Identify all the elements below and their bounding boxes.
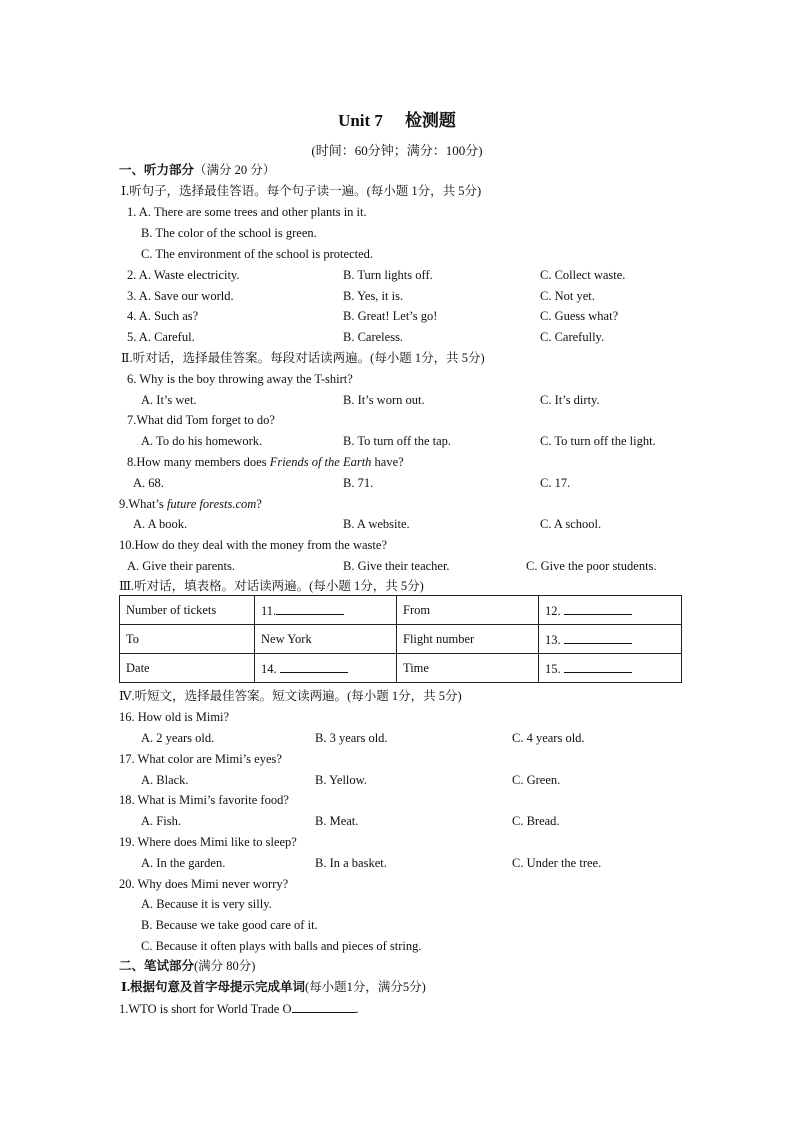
question-17-option-a: A. Black. <box>141 773 189 787</box>
question-9-stem-italic: future forests.com <box>166 497 257 511</box>
question-7-option-c: C. To turn off the light. <box>540 434 656 448</box>
answer-blank[interactable] <box>280 660 348 673</box>
question-19-option-a: A. In the garden. <box>141 856 226 870</box>
title-name: 检测题 <box>404 111 456 130</box>
question-9-option-a: A. A book. <box>133 517 188 531</box>
answer-blank[interactable] <box>564 631 632 644</box>
question-6-option-c: C. It’s dirty. <box>540 393 600 407</box>
question-8-stem-pre: 8.How many members does <box>127 455 270 469</box>
table-row <box>120 596 682 625</box>
table-row <box>120 654 682 683</box>
section-3-heading: Ⅲ.听对话，填表格。对话读两遍。(每小题 1分，共 5分) <box>119 579 424 593</box>
table-cell-label: Flight number <box>397 625 539 654</box>
table-cell-label: From <box>397 596 539 625</box>
exam-time-score: (时间：60分钟；满分：100分) <box>311 143 483 158</box>
question-7-stem: 7.What did Tom forget to do? <box>127 413 275 427</box>
title-unit: Unit 7 <box>338 111 383 130</box>
question-8-option-a: A. 68. <box>133 476 164 490</box>
question-20-option-a: A. Because it is very silly. <box>141 897 272 911</box>
question-5-option-a: 5. A. Careful. <box>127 330 195 344</box>
part1-heading <box>119 162 275 178</box>
part2-heading-text: 二、笔试部分 <box>119 959 195 973</box>
question-8-stem <box>127 454 404 470</box>
question-8-option-b: B. 71. <box>343 476 374 490</box>
question-10-option-a: A. Give their parents. <box>127 559 235 573</box>
question-10-option-b: B. Give their teacher. <box>343 559 450 573</box>
section-4-heading: Ⅳ.听短文，选择最佳答案。短文读两遍。(每小题 1分，共 5分) <box>119 689 462 703</box>
blank-number: 14. <box>261 661 277 676</box>
question-4-option-a: 4. A. Such as? <box>127 309 199 323</box>
table-cell-blank <box>255 596 397 625</box>
table-cell-blank <box>539 625 682 654</box>
question-6-option-b: B. It’s worn out. <box>343 393 425 407</box>
question-9-option-b: B. A website. <box>343 517 410 531</box>
table-cell-label: Number of tickets <box>120 596 255 625</box>
table-cell-blank <box>539 654 682 683</box>
question-1-option-c: C. The environment of the school is protected. <box>141 247 374 261</box>
section-1-heading: Ⅰ.听句子，选择最佳答语。每个句子读一遍。(每小题 1分，共 5分) <box>121 184 482 198</box>
question-19-option-b: B. In a basket. <box>315 856 387 870</box>
question-3-option-a: 3. A. Save our world. <box>127 289 234 303</box>
answer-blank[interactable] <box>564 602 632 615</box>
question-1-option-b: B. The color of the school is green. <box>141 226 317 240</box>
table-cell-label: Date <box>120 654 255 683</box>
question-4-option-b: B. Great! Let’s go! <box>343 309 438 323</box>
answer-blank[interactable] <box>292 1000 356 1013</box>
question-19-option-c: C. Under the tree. <box>512 856 602 870</box>
question-9-stem-pre: 9.What’s <box>119 497 167 511</box>
question-17-option-b: B. Yellow. <box>315 773 367 787</box>
table-cell-label: To <box>120 625 255 654</box>
question-16-option-a: A. 2 years old. <box>141 731 215 745</box>
question-20-option-c: C. Because it often plays with balls and pieces of string. <box>141 939 422 953</box>
table-cell-blank <box>539 596 682 625</box>
question-4-option-c: C. Guess what? <box>540 309 619 323</box>
question-2-option-c: C. Collect waste. <box>540 268 626 282</box>
question-16-option-c: C. 4 years old. <box>512 731 585 745</box>
question-7-option-a: A. To do his homework. <box>141 434 263 448</box>
question-18-stem: 18. What is Mimi’s favorite food? <box>119 793 289 807</box>
question-10-stem: 10.How do they deal with the money from the waste? <box>119 538 387 552</box>
question-10-option-c: C. Give the poor students. <box>526 559 657 573</box>
question-17-stem: 17. What color are Mimi’s eyes? <box>119 752 282 766</box>
question-20-stem: 20. Why does Mimi never worry? <box>119 877 289 891</box>
answer-blank[interactable] <box>564 660 632 673</box>
question-9-stem <box>119 496 262 512</box>
question-9-option-c: C. A school. <box>540 517 602 531</box>
table-cell-value: New York <box>255 625 397 654</box>
blank-number: 15. <box>545 661 561 676</box>
part2-question-1-text: 1.WTO is short for World Trade O <box>119 1002 292 1016</box>
question-3-option-c: C. Not yet. <box>540 289 595 303</box>
question-20-option-b: B. Because we take good care of it. <box>141 918 318 932</box>
question-16-stem: 16. How old is Mimi? <box>119 710 230 724</box>
question-5-option-b: B. Careless. <box>343 330 404 344</box>
blank-number: 11. <box>261 603 277 618</box>
part1-heading-note: （满分 20 分） <box>194 163 276 177</box>
section-2-heading: Ⅱ.听对话，选择最佳答案。每段对话读两遍。(每小题 1分，共 5分) <box>121 351 485 365</box>
part1-heading-text: 一、听力部分 <box>119 163 195 177</box>
blank-number: 13. <box>545 632 561 647</box>
question-1-option-a: 1. A. There are some trees and other plants in it. <box>127 205 367 219</box>
question-9-stem-post: ? <box>256 497 262 511</box>
question-6-option-a: A. It’s wet. <box>141 393 197 407</box>
part2-section-1-heading <box>121 979 426 995</box>
ticket-info-table <box>119 595 682 683</box>
blank-number: 12. <box>545 603 561 618</box>
question-17-option-c: C. Green. <box>512 773 561 787</box>
question-5-option-c: C. Carefully. <box>540 330 605 344</box>
question-2-option-a: 2. A. Waste electricity. <box>127 268 240 282</box>
question-8-stem-post: have? <box>371 455 404 469</box>
question-6-stem: 6. Why is the boy throwing away the T-shirt? <box>127 372 353 386</box>
part2-question-1-period: . <box>355 1002 359 1016</box>
part2-heading <box>119 958 255 974</box>
question-18-option-a: A. Fish. <box>141 814 181 828</box>
question-8-stem-italic: Friends of the Earth <box>269 455 372 469</box>
question-3-option-b: B. Yes, it is. <box>343 289 404 303</box>
question-18-option-c: C. Bread. <box>512 814 560 828</box>
question-16-option-b: B. 3 years old. <box>315 731 388 745</box>
table-cell-blank <box>255 654 397 683</box>
part2-section-1-heading-note: (每小题1分，满分5分) <box>304 980 426 994</box>
question-18-option-b: B. Meat. <box>315 814 359 828</box>
question-8-option-c: C. 17. <box>540 476 571 490</box>
page-title <box>0 106 794 131</box>
table-row <box>120 625 682 654</box>
question-7-option-b: B. To turn off the tap. <box>343 434 452 448</box>
question-19-stem: 19. Where does Mimi like to sleep? <box>119 835 297 849</box>
answer-blank[interactable] <box>276 602 344 615</box>
part2-question-1 <box>119 1000 359 1017</box>
question-2-option-b: B. Turn lights off. <box>343 268 433 282</box>
part2-section-1-heading-text: Ⅰ.根据句意及首字母提示完成单词 <box>121 980 305 994</box>
part2-heading-note: (满分 80分) <box>194 959 256 973</box>
table-cell-label: Time <box>397 654 539 683</box>
